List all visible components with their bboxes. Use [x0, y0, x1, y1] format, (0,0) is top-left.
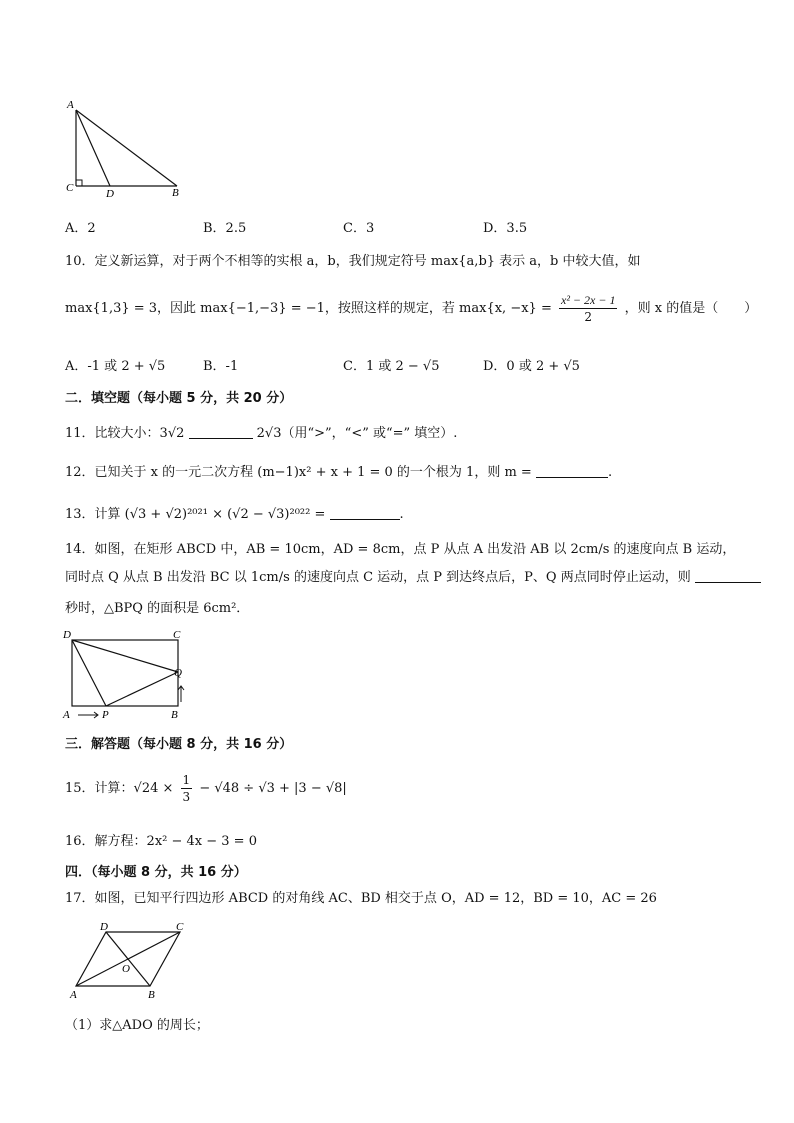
- q10-frac-den: 2: [584, 310, 593, 324]
- q11-blank: [189, 426, 253, 439]
- q12-blank: [536, 465, 608, 478]
- section-3-heading: 三．解答题（每小题 8 分，共 16 分）: [65, 737, 293, 752]
- label-a: A: [67, 99, 74, 111]
- label-a: A: [70, 989, 77, 1001]
- q11-pre: 11．比较大小：3√2: [65, 426, 185, 441]
- q9-option-b: B．2.5: [203, 221, 247, 236]
- q15-frac-den: 3: [182, 790, 191, 804]
- q10-line2b: ，则 x 的值是（ ）: [624, 301, 758, 316]
- label-d: D: [106, 188, 114, 200]
- q15-post: − √48 ÷ √3 + |3 − √8|: [199, 781, 347, 796]
- label-a: A: [63, 709, 70, 721]
- q13-blank: [330, 507, 400, 520]
- label-c: C: [66, 182, 74, 194]
- q9-option-d: D．3.5: [483, 221, 528, 236]
- q11-post: 2√3（用“>”，“<” 或“=” 填空）.: [256, 426, 458, 441]
- q15: [65, 772, 347, 805]
- q10-option-d: D．0 或 2 + √5: [483, 359, 580, 374]
- q15-fraction: [181, 772, 193, 805]
- q10-fraction: [559, 292, 617, 325]
- q10-option-b: B．-1: [203, 359, 239, 374]
- q10-option-a: A．-1 或 2 + √5: [65, 359, 166, 374]
- label-c: C: [176, 921, 184, 933]
- label-b: B: [172, 187, 179, 199]
- label-d: D: [100, 921, 108, 933]
- rectangle-figure-q14: [60, 624, 190, 724]
- label-c: C: [173, 629, 181, 641]
- label-d: D: [63, 629, 71, 641]
- q17-text: 17．如图，已知平行四边形 ABCD 的对角线 AC、BD 相交于点 O，AD = 12，BD = 10，AC = 26: [65, 891, 657, 906]
- q17-sub1: （1）求△ADO 的周长；: [65, 1018, 209, 1033]
- q9-option-a: A．2: [65, 221, 96, 236]
- q12: [65, 461, 612, 480]
- q11: [65, 422, 457, 441]
- q14-line2: [65, 566, 761, 585]
- q12-end: .: [607, 465, 613, 480]
- q16: 16．解方程：2x² − 4x − 3 = 0: [65, 834, 257, 849]
- section-4-heading: 四．（每小题 8 分，共 16 分）: [65, 865, 247, 880]
- section-2-heading: 二．填空题（每小题 5 分，共 20 分）: [65, 391, 293, 406]
- label-o: O: [122, 963, 130, 975]
- parallelogram-figure-q17: [64, 918, 194, 1004]
- q14-line1: 14．如图，在矩形 ABCD 中，AB = 10cm，AD = 8cm，点 P 从点 A 出发沿 AB 以 2cm/s 的速度向点 B 运动，: [65, 542, 736, 557]
- q15-pre: 15．计算：√24 ×: [65, 781, 174, 796]
- label-b: B: [171, 709, 178, 721]
- q10-line1: 10．定义新运算，对于两个不相等的实根 a，b，我们规定符号 max{a,b} 表示 a，b 中较大值，如: [65, 254, 641, 269]
- q10-line2: [65, 292, 757, 325]
- q13-end: .: [399, 507, 404, 522]
- q12-text: 12．已知关于 x 的一元二次方程 (m−1)x² + x + 1 = 0 的一个根为 1，则 m =: [65, 465, 532, 480]
- q14-line2-text: 同时点 Q 从点 B 出发沿 BC 以 1cm/s 的速度向点 C 运动，点 P 到达终点后，P、Q 两点同时停止运动，则: [65, 570, 691, 585]
- triangle-figure-q9: [62, 96, 192, 200]
- q9-option-c: C．3: [343, 221, 375, 236]
- q13-text: 13．计算 (√3 + √2)²⁰²¹ × (√2 − √3)²⁰²² =: [65, 507, 326, 522]
- label-p: P: [102, 709, 109, 721]
- q15-frac-num: 1: [182, 773, 191, 787]
- label-q: Q: [174, 667, 182, 679]
- q14-blank: [695, 570, 761, 583]
- q14-line3: 秒时，△BPQ 的面积是 6cm²．: [65, 601, 250, 616]
- q10-frac-num: x² − 2x − 1: [561, 293, 616, 307]
- q10-line2a: max{1,3} = 3，因此 max{−1,−3} = −1，按照这样的规定，若 max{x, −x} =: [65, 301, 552, 316]
- q10-option-c: C．1 或 2 − √5: [343, 359, 440, 374]
- label-b: B: [148, 989, 155, 1001]
- q13: [65, 503, 404, 522]
